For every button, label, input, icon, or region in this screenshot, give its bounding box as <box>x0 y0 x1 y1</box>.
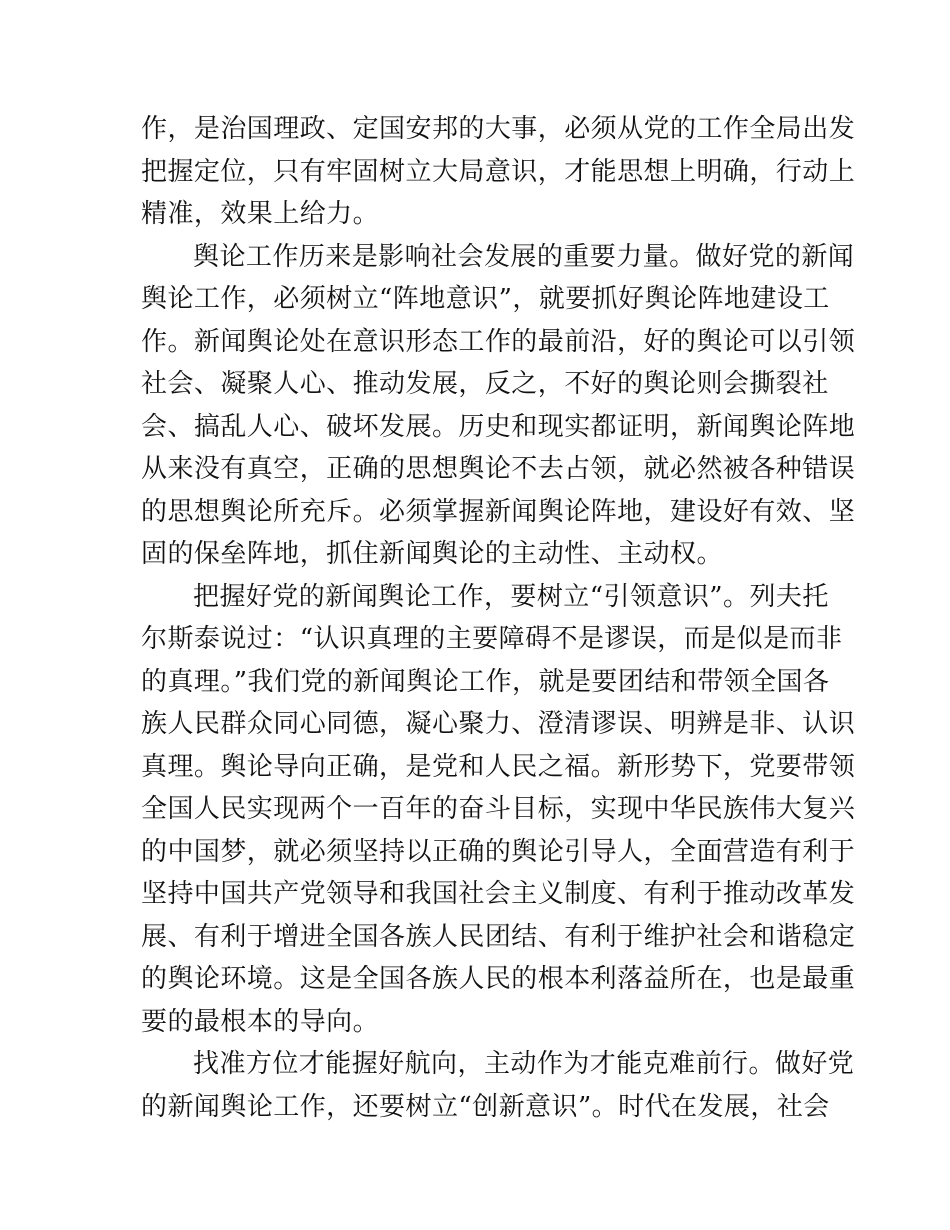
text-line: 固的保垒阵地，抓住新闻舆论的主动性、主动权。 <box>141 539 723 569</box>
text-line: 的思想舆论所充斥。必须掌握新闻舆论阵地，建设好有效、坚 <box>141 496 856 527</box>
document-page <box>141 108 856 1128</box>
text-line: 从来没有真空，正确的思想舆论不去占领，就必然被各种错误 <box>141 454 856 484</box>
text-line: 的新闻舆论工作，还要树立“创新意识”。时代在发展，社会 <box>141 1091 830 1122</box>
text-line: 坚持中国共产党领导和我国社会主义制度、有利于推动改革发 <box>141 879 856 909</box>
text-line: 会、搞乱人心、破坏发展。历史和现实都证明，新闻舆论阵地 <box>141 411 856 442</box>
paragraph-first-line: 把握好党的新闻舆论工作，要树立“引领意识”。列夫托 <box>193 581 829 612</box>
text-line: 的中国梦，就必须坚持以正确的舆论引导人，全面营造有利于 <box>141 836 856 867</box>
text-line: 把握定位，只有牢固树立大局意识，才能思想上明确，行动上 <box>141 156 856 187</box>
text-line: 精准，效果上给力。 <box>141 199 380 229</box>
text-line: 的真理。”我们党的新闻舆论工作，就是要团结和带领全国各 <box>141 666 830 697</box>
text-line: 作。新闻舆论处在意识形态工作的最前沿，好的舆论可以引领 <box>141 326 856 357</box>
text-line: 展、有利于增进全国各族人民团结、有利于维护社会和谐稳定 <box>141 921 856 952</box>
text-line: 要的最根本的导向。 <box>141 1006 380 1037</box>
paragraph-first-line: 舆论工作历来是影响社会发展的重要力量。做好党的新闻 <box>193 241 855 272</box>
text-line: 社会、凝聚人心、推动发展，反之，不好的舆论则会撕裂社 <box>141 369 829 399</box>
text-line: 真理。舆论导向正确，是党和人民之福。新形势下，党要带领 <box>141 751 856 782</box>
text-line: 作，是治国理政、定国安邦的大事，必须从党的工作全局出发 <box>141 114 856 144</box>
text-line: 舆论工作，必须树立“阵地意识”，就要抓好舆论阵地建设工 <box>141 284 830 314</box>
text-line: 尔斯泰说过：“认识真理的主要障碍不是谬误，而是似是而非 <box>141 624 843 654</box>
paragraph-first-line: 找准方位才能握好航向，主动作为才能克难前行。做好党 <box>193 1049 855 1079</box>
text-line: 的舆论环境。这是全国各族人民的根本利落益所在，也是最重 <box>141 964 856 994</box>
text-line: 全国人民实现两个一百年的奋斗目标，实现中华民族伟大复兴 <box>141 794 856 824</box>
text-line: 族人民群众同心同德，凝心聚力、澄清谬误、明辨是非、认识 <box>141 709 856 739</box>
